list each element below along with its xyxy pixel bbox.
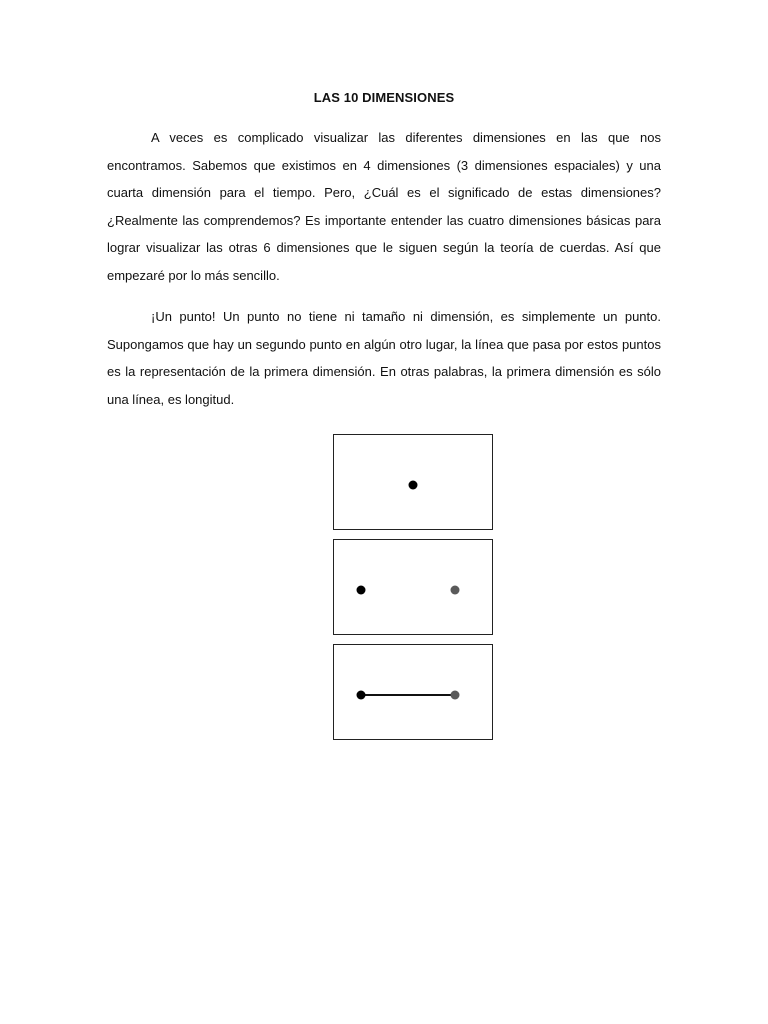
paragraph-point: ¡Un punto! Un punto no tiene ni tamaño ni dimensión, es simplemente un punto. Supongamos que hay un segundo punto en algún otro lugar, la línea que pasa por estos puntos es la representación de la primera dimensión. En otras palabras, la primera dimensión es sólo una línea, es longitud.	[107, 309, 661, 407]
figure-single-point	[333, 434, 493, 530]
figure-line-segment	[333, 644, 493, 740]
black-point-icon	[357, 586, 366, 595]
gray-point-icon	[451, 586, 460, 595]
black-point-icon	[357, 691, 366, 700]
black-point-icon	[409, 481, 418, 490]
document-title: LAS 10 DIMENSIONES	[313, 90, 455, 105]
two-points-diagram	[334, 540, 491, 633]
line-segment-diagram	[334, 645, 491, 738]
single-point-diagram	[334, 435, 491, 528]
figure-two-points	[333, 539, 493, 635]
paragraph-intro: A veces es complicado visualizar las diferentes dimensiones en las que nos encontramos. Sabemos que existimos en 4 dimensiones (3 dimensiones espaciales) y una cuarta dimensión para el tiempo. Pero, ¿Cuál es el significado de estas dimensiones? ¿Realmente las comprendemos? Es importante entender las cuatro dimensiones básicas para lograr visualizar las otras 6 dimensiones que le siguen según la teoría de cuerdas. Así que empezaré por lo más sencillo.	[107, 130, 661, 283]
gray-point-icon	[451, 691, 460, 700]
